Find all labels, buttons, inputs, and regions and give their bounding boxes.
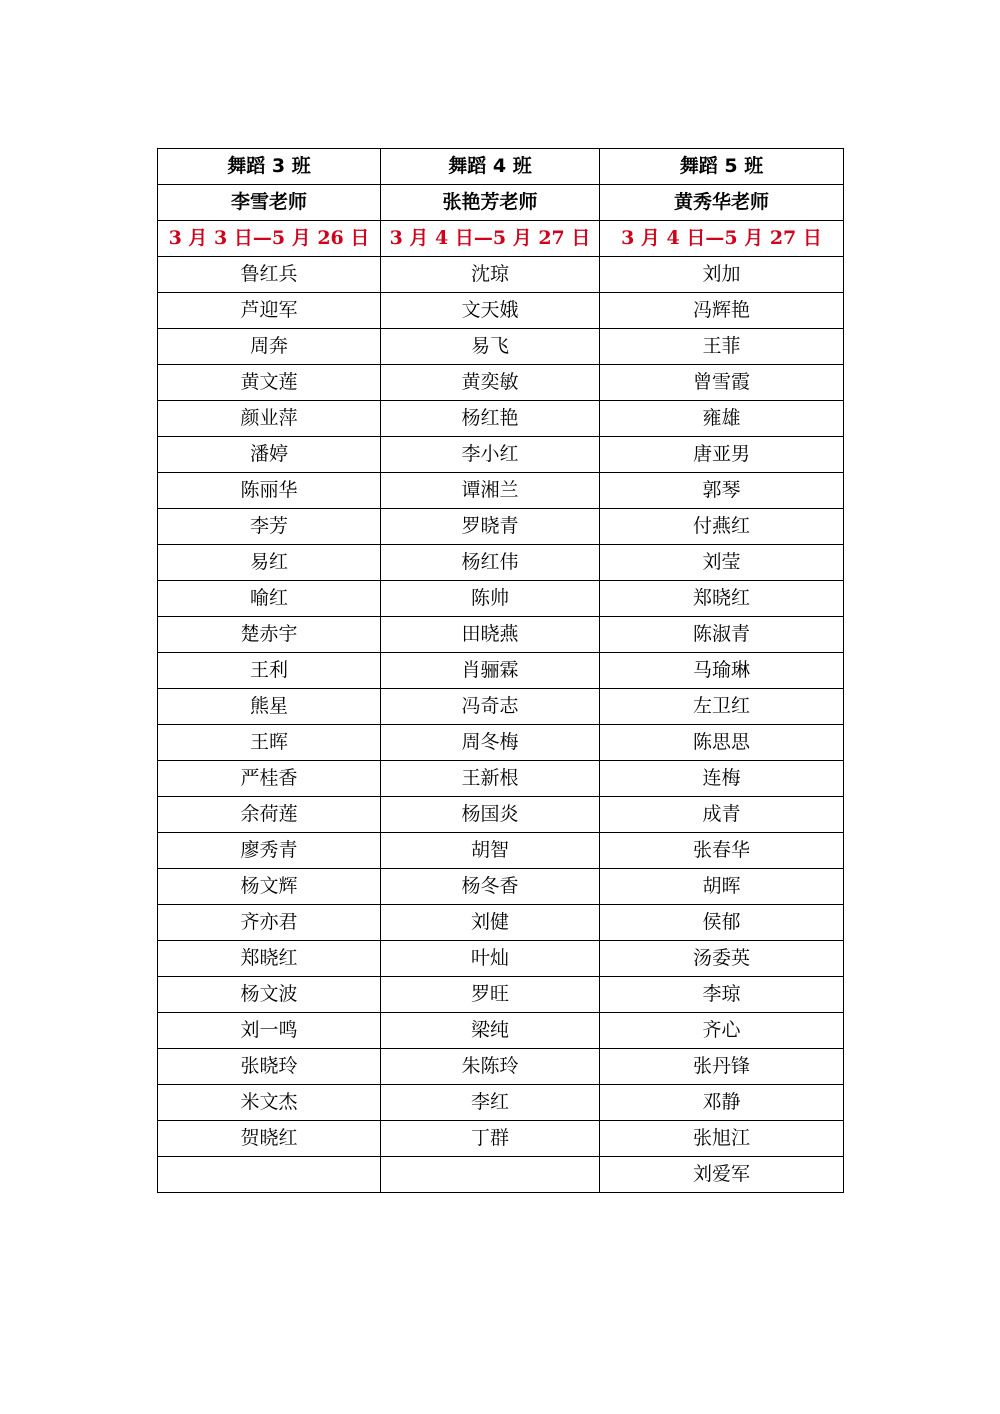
student-row [158, 905, 844, 941]
student-row [158, 257, 844, 293]
student-name-cell: 雍雄 [600, 401, 844, 437]
student-name-cell: 冯奇志 [381, 689, 600, 725]
student-name-cell: 严桂香 [158, 761, 381, 797]
student-name-cell: 连梅 [600, 761, 844, 797]
student-name-cell: 颜业萍 [158, 401, 381, 437]
student-row [158, 293, 844, 329]
student-name-cell: 王利 [158, 653, 381, 689]
student-name-cell: 王晖 [158, 725, 381, 761]
student-name-cell: 米文杰 [158, 1085, 381, 1121]
date-range-cell: 3 月 4 日—5 月 27 日 [600, 221, 844, 257]
student-name-cell: 肖骊霖 [381, 653, 600, 689]
student-row [158, 1157, 844, 1193]
student-row [158, 941, 844, 977]
student-name-cell: 叶灿 [381, 941, 600, 977]
student-name-cell: 付燕红 [600, 509, 844, 545]
student-row [158, 725, 844, 761]
student-row [158, 401, 844, 437]
student-name-cell: 王菲 [600, 329, 844, 365]
student-name-cell: 丁群 [381, 1121, 600, 1157]
student-name-cell: 郑晓红 [600, 581, 844, 617]
class-name-row [158, 149, 844, 185]
student-name-cell: 梁纯 [381, 1013, 600, 1049]
date-range-cell: 3 月 4 日—5 月 27 日 [381, 221, 600, 257]
student-name-cell: 杨红伟 [381, 545, 600, 581]
student-name-cell: 陈丽华 [158, 473, 381, 509]
student-name-cell: 文天娥 [381, 293, 600, 329]
student-row [158, 617, 844, 653]
student-name-cell: 朱陈玲 [381, 1049, 600, 1085]
teacher-row [158, 185, 844, 221]
student-name-cell: 刘一鸣 [158, 1013, 381, 1049]
student-name-cell: 王新根 [381, 761, 600, 797]
student-row [158, 437, 844, 473]
student-name-cell: 田晓燕 [381, 617, 600, 653]
student-name-cell: 成青 [600, 797, 844, 833]
student-name-cell: 唐亚男 [600, 437, 844, 473]
student-name-cell: 郭琴 [600, 473, 844, 509]
student-name-cell: 贺晓红 [158, 1121, 381, 1157]
student-row [158, 1049, 844, 1085]
student-name-cell: 杨红艳 [381, 401, 600, 437]
class-name-cell: 舞蹈 3 班 [158, 149, 381, 185]
student-name-cell: 侯郁 [600, 905, 844, 941]
student-row [158, 509, 844, 545]
student-name-cell [381, 1157, 600, 1193]
student-row [158, 1085, 844, 1121]
student-row [158, 761, 844, 797]
student-name-cell: 楚赤宇 [158, 617, 381, 653]
class-roster-table [157, 148, 844, 1193]
student-name-cell: 谭湘兰 [381, 473, 600, 509]
student-name-cell: 杨冬香 [381, 869, 600, 905]
student-name-cell: 齐心 [600, 1013, 844, 1049]
student-name-cell: 李红 [381, 1085, 600, 1121]
student-name-cell: 罗晓青 [381, 509, 600, 545]
student-row [158, 833, 844, 869]
student-name-cell: 张晓玲 [158, 1049, 381, 1085]
class-name-cell: 舞蹈 5 班 [600, 149, 844, 185]
student-name-cell: 刘莹 [600, 545, 844, 581]
student-name-cell: 左卫红 [600, 689, 844, 725]
student-row [158, 365, 844, 401]
student-row [158, 1013, 844, 1049]
student-name-cell: 冯辉艳 [600, 293, 844, 329]
student-name-cell: 马瑜琳 [600, 653, 844, 689]
date-range-row [158, 221, 844, 257]
student-name-cell: 汤委英 [600, 941, 844, 977]
student-row [158, 581, 844, 617]
student-name-cell: 陈思思 [600, 725, 844, 761]
student-row [158, 545, 844, 581]
student-name-cell: 张春华 [600, 833, 844, 869]
student-name-cell: 胡晖 [600, 869, 844, 905]
student-name-cell: 芦迎军 [158, 293, 381, 329]
student-name-cell: 刘健 [381, 905, 600, 941]
student-row [158, 653, 844, 689]
student-name-cell [158, 1157, 381, 1193]
student-name-cell: 喻红 [158, 581, 381, 617]
student-row [158, 473, 844, 509]
student-row [158, 869, 844, 905]
student-name-cell: 齐亦君 [158, 905, 381, 941]
student-name-cell: 廖秀青 [158, 833, 381, 869]
student-name-cell: 易红 [158, 545, 381, 581]
student-row [158, 977, 844, 1013]
student-name-cell: 罗旺 [381, 977, 600, 1013]
student-row [158, 689, 844, 725]
student-name-cell: 熊星 [158, 689, 381, 725]
teacher-cell: 黄秀华老师 [600, 185, 844, 221]
student-name-cell: 郑晓红 [158, 941, 381, 977]
student-name-cell: 张丹锋 [600, 1049, 844, 1085]
date-range-cell: 3 月 3 日—5 月 26 日 [158, 221, 381, 257]
class-name-cell: 舞蹈 4 班 [381, 149, 600, 185]
student-name-cell: 李琼 [600, 977, 844, 1013]
teacher-cell: 张艳芳老师 [381, 185, 600, 221]
student-name-cell: 易飞 [381, 329, 600, 365]
student-name-cell: 陈帅 [381, 581, 600, 617]
student-name-cell: 鲁红兵 [158, 257, 381, 293]
student-name-cell: 周冬梅 [381, 725, 600, 761]
student-name-cell: 余荷莲 [158, 797, 381, 833]
student-name-cell: 陈淑青 [600, 617, 844, 653]
student-name-cell: 黄文莲 [158, 365, 381, 401]
student-name-cell: 杨文辉 [158, 869, 381, 905]
student-name-cell: 胡智 [381, 833, 600, 869]
student-name-cell: 邓静 [600, 1085, 844, 1121]
student-name-cell: 曾雪霞 [600, 365, 844, 401]
student-row [158, 329, 844, 365]
student-name-cell: 李小红 [381, 437, 600, 473]
student-name-cell: 黄奕敏 [381, 365, 600, 401]
student-name-cell: 周奔 [158, 329, 381, 365]
student-name-cell: 杨文波 [158, 977, 381, 1013]
student-row [158, 1121, 844, 1157]
student-name-cell: 刘加 [600, 257, 844, 293]
roster-body [158, 149, 844, 1193]
student-name-cell: 沈琼 [381, 257, 600, 293]
student-name-cell: 刘爱军 [600, 1157, 844, 1193]
teacher-cell: 李雪老师 [158, 185, 381, 221]
student-row [158, 797, 844, 833]
student-name-cell: 杨国炎 [381, 797, 600, 833]
student-name-cell: 李芳 [158, 509, 381, 545]
student-name-cell: 潘婷 [158, 437, 381, 473]
student-name-cell: 张旭江 [600, 1121, 844, 1157]
